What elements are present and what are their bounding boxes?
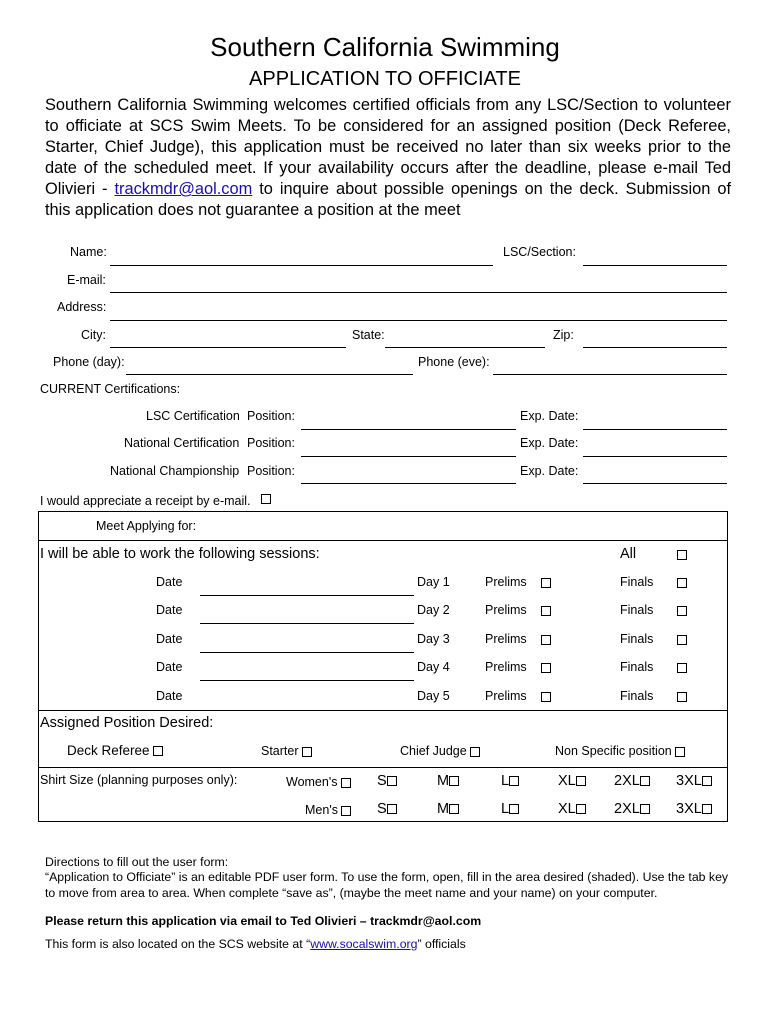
date-label: Date [156, 689, 183, 703]
finals-label: Finals [620, 632, 654, 646]
size-label: 2XL [614, 801, 640, 817]
lsc-section-label: LSC/Section: [503, 245, 576, 259]
day-label: Day 2 [417, 603, 450, 617]
date-field[interactable] [200, 595, 414, 596]
size-option [676, 801, 712, 817]
finals-checkbox[interactable] [677, 692, 687, 702]
size-label: 3XL [676, 773, 702, 789]
size-option [558, 773, 586, 789]
size-checkbox[interactable] [702, 776, 712, 786]
cert-position-field[interactable] [301, 483, 516, 484]
position-label: Deck Referee [67, 743, 150, 758]
size-checkbox[interactable] [449, 776, 459, 786]
cert-position-label: Position: [247, 464, 295, 478]
prelims-checkbox[interactable] [541, 606, 551, 616]
intro-email-link[interactable]: trackmdr@aol.com [114, 180, 253, 198]
return-instructions: Please return this application via email to Ted Olivieri – trackmdr@aol.com [45, 914, 482, 928]
address-field[interactable] [110, 320, 727, 321]
date-label: Date [156, 603, 183, 617]
womens-checkbox[interactable] [341, 778, 351, 788]
date-label: Date [156, 575, 183, 589]
website-text: This form is also located on the SCS website at “ [45, 937, 311, 951]
date-label: Date [156, 660, 183, 674]
finals-label: Finals [620, 603, 654, 617]
size-label: 2XL [614, 773, 640, 789]
website-text-end: ” officials [417, 937, 466, 951]
size-option [501, 801, 519, 817]
divider [38, 767, 728, 768]
website-note [45, 936, 735, 952]
email-label: E-mail: [67, 273, 106, 287]
phone-eve-label: Phone (eve): [418, 355, 490, 369]
day-label: Day 1 [417, 575, 450, 589]
prelims-label: Prelims [485, 575, 527, 589]
cert-exp-label: Exp. Date: [520, 409, 579, 423]
size-checkbox[interactable] [387, 776, 397, 786]
day-label: Day 5 [417, 689, 450, 703]
certifications-heading: CURRENT Certifications: [40, 382, 181, 396]
size-option [614, 801, 650, 817]
form-subtitle: APPLICATION TO OFFICIATE [249, 68, 521, 90]
cert-exp-label: Exp. Date: [520, 464, 579, 478]
size-option [614, 773, 650, 789]
womens-shirt-row [286, 775, 351, 789]
cert-exp-field[interactable] [583, 429, 727, 430]
page-title: Southern California Swimming [210, 32, 560, 62]
day-label: Day 4 [417, 660, 450, 674]
size-option [437, 801, 459, 817]
size-checkbox[interactable] [702, 804, 712, 814]
cert-row-label: LSC Certification [146, 409, 240, 423]
mens-label: Men's [305, 803, 338, 817]
address-label: Address: [57, 300, 107, 314]
all-sessions-checkbox[interactable] [677, 550, 687, 560]
zip-field[interactable] [583, 347, 727, 348]
prelims-label: Prelims [485, 660, 527, 674]
position-label: Non Specific position [555, 744, 672, 758]
lsc-section-field[interactable] [583, 265, 727, 266]
receipt-label: I would appreciate a receipt by e-mail. [40, 494, 251, 508]
date-field[interactable] [200, 680, 414, 681]
cert-exp-field[interactable] [583, 456, 727, 457]
cert-row-label: National Certification [124, 436, 240, 450]
cert-position-label: Position: [247, 436, 295, 450]
name-label: Name: [70, 245, 107, 259]
shirt-size-label: Shirt Size (planning purposes only): [40, 773, 238, 787]
size-label: XL [558, 773, 576, 789]
intro-text-end: to inquire about possible openings on the deck. Submission of this application does not guarantee a position at the meet [45, 180, 731, 219]
finals-checkbox[interactable] [677, 635, 687, 645]
size-checkbox[interactable] [387, 804, 397, 814]
prelims-label: Prelims [485, 632, 527, 646]
size-label: S [377, 773, 387, 789]
prelims-checkbox[interactable] [541, 578, 551, 588]
date-field[interactable] [200, 623, 414, 624]
size-option [377, 801, 397, 817]
city-label: City: [81, 328, 106, 342]
size-option [377, 773, 397, 789]
position-checkbox[interactable] [675, 747, 685, 757]
divider [38, 710, 728, 711]
state-label: State: [352, 328, 385, 342]
intro-text: Southern California Swimming welcomes certified officials from any LSC/Section to volunteer to officiate at SCS Swim Meets. To be considered for an assigned position (Deck Referee, Starter, Chief Judge), this application must be received no later than six weeks prior to the date of the scheduled meet. If your availability occurs after the deadline, please e-mail Ted Olivieri - [45, 96, 731, 198]
website-link[interactable]: www.socalswim.org [310, 937, 418, 951]
date-label: Date [156, 632, 183, 646]
directions-text: “Application to Officiate” is an editable PDF user form. To use the form, open, fill in the area desired (shaded). Use the tab key to move from area to area. When complete “save as”, (maybe the meet name and your name) on your computer. [45, 870, 729, 900]
intro-paragraph [45, 95, 731, 221]
size-label: L [501, 773, 510, 789]
email-field[interactable] [110, 292, 727, 293]
zip-label: Zip: [553, 328, 574, 342]
city-field[interactable] [110, 347, 346, 348]
cert-row-label: National Championship [110, 464, 240, 478]
cert-position-field[interactable] [301, 456, 516, 457]
position-label: Starter [261, 744, 299, 758]
size-option [676, 773, 712, 789]
finals-checkbox[interactable] [677, 578, 687, 588]
positions-heading: Assigned Position Desired: [40, 715, 214, 731]
finals-checkbox[interactable] [677, 663, 687, 673]
size-label: M [437, 801, 450, 817]
size-label: XL [558, 801, 576, 817]
mens-shirt-row [305, 803, 351, 817]
all-label: All [620, 546, 637, 562]
phone-day-field[interactable] [126, 374, 413, 375]
finals-label: Finals [620, 689, 654, 703]
date-field[interactable] [200, 652, 414, 653]
cert-exp-label: Exp. Date: [520, 436, 579, 450]
prelims-checkbox[interactable] [541, 692, 551, 702]
cert-position-field[interactable] [301, 429, 516, 430]
size-checkbox[interactable] [449, 804, 459, 814]
size-option [437, 773, 459, 789]
meet-applying-label: Meet Applying for: [96, 519, 197, 533]
finals-label: Finals [620, 660, 654, 674]
receipt-checkbox[interactable] [261, 494, 271, 504]
prelims-checkbox[interactable] [541, 663, 551, 673]
size-option [501, 773, 519, 789]
position-option [67, 743, 163, 758]
name-field[interactable] [110, 265, 493, 266]
cert-position-label: Position: [247, 409, 295, 423]
size-option [558, 801, 586, 817]
position-checkbox[interactable] [302, 747, 312, 757]
phone-eve-field[interactable] [493, 374, 727, 375]
size-label: 3XL [676, 801, 702, 817]
cert-exp-field[interactable] [583, 483, 727, 484]
size-checkbox[interactable] [509, 804, 519, 814]
phone-day-label: Phone (day): [53, 355, 125, 369]
size-label: S [377, 801, 387, 817]
mens-checkbox[interactable] [341, 806, 351, 816]
divider [38, 540, 728, 541]
day-label: Day 3 [417, 632, 450, 646]
womens-label: Women's [286, 775, 338, 789]
position-option [555, 744, 685, 758]
position-checkbox[interactable] [153, 746, 163, 756]
position-option [400, 744, 480, 758]
state-field[interactable] [385, 347, 545, 348]
size-label: L [501, 801, 510, 817]
finals-label: Finals [620, 575, 654, 589]
position-checkbox[interactable] [470, 747, 480, 757]
size-label: M [437, 773, 450, 789]
size-checkbox[interactable] [576, 776, 586, 786]
size-checkbox[interactable] [509, 776, 519, 786]
sessions-heading: I will be able to work the following sessions: [40, 546, 320, 562]
prelims-label: Prelims [485, 603, 527, 617]
size-checkbox[interactable] [576, 804, 586, 814]
finals-checkbox[interactable] [677, 606, 687, 616]
size-checkbox[interactable] [640, 776, 650, 786]
size-checkbox[interactable] [640, 804, 650, 814]
position-option [261, 744, 312, 758]
directions-title: Directions to fill out the user form: [45, 855, 229, 869]
prelims-checkbox[interactable] [541, 635, 551, 645]
position-label: Chief Judge [400, 744, 467, 758]
prelims-label: Prelims [485, 689, 527, 703]
